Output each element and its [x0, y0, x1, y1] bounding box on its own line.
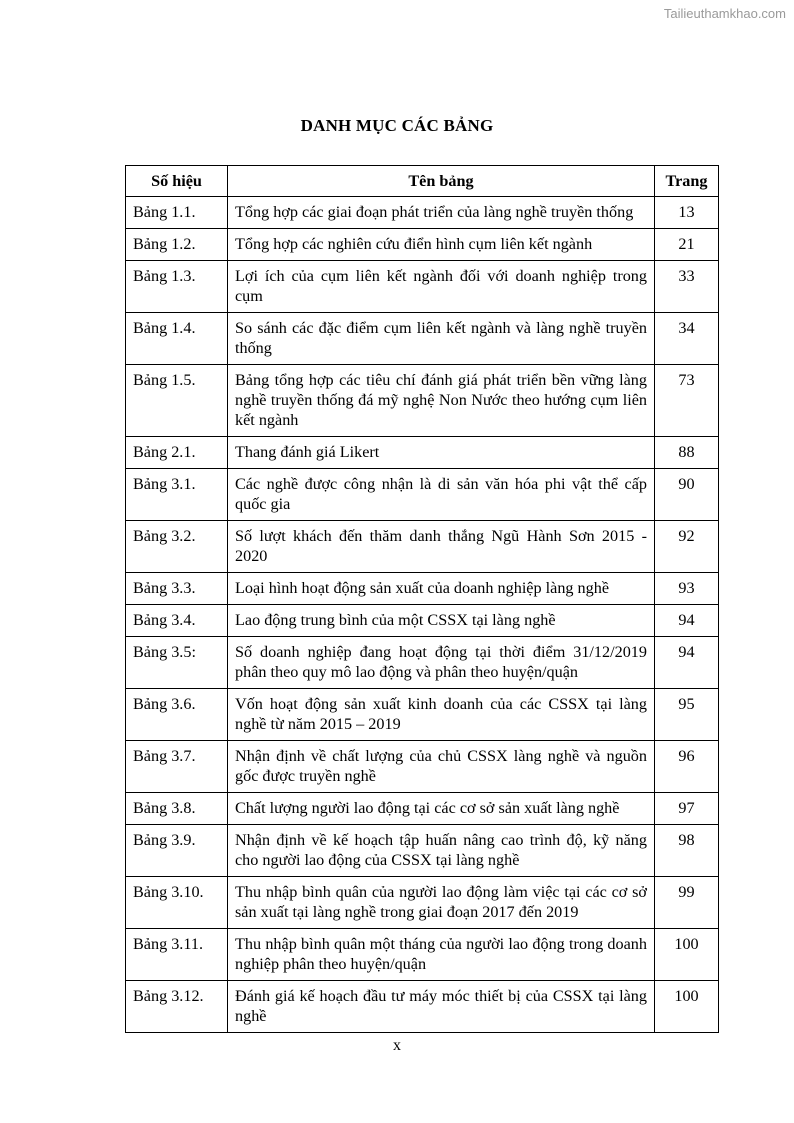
table-number-cell: Bảng 3.1. [126, 469, 228, 521]
page-number-cell: 99 [655, 877, 719, 929]
table-row [126, 689, 719, 741]
table-name-cell: Đánh giá kế hoạch đầu tư máy móc thiết bị của CSSX tại làng nghề [228, 981, 655, 1033]
table-number-cell: Bảng 3.11. [126, 929, 228, 981]
table-number-cell: Bảng 1.1. [126, 197, 228, 229]
table-name-cell: Lợi ích của cụm liên kết ngành đối với doanh nghiệp trong cụm [228, 261, 655, 313]
table-body [126, 197, 719, 1033]
table-header-row [126, 166, 719, 197]
watermark: Tailieuthamkhao.com [663, 6, 786, 21]
table-number-cell: Bảng 1.3. [126, 261, 228, 313]
list-of-tables [125, 165, 719, 1033]
table-row [126, 637, 719, 689]
table-row [126, 365, 719, 437]
table-name-cell: Nhận định về kế hoạch tập huấn nâng cao trình độ, kỹ năng cho người lao động của CSSX tại làng nghề [228, 825, 655, 877]
table-name-cell: Thang đánh giá Likert [228, 437, 655, 469]
table-row [126, 825, 719, 877]
page-number-cell: 93 [655, 573, 719, 605]
table-name-cell: Nhận định về chất lượng của chủ CSSX làng nghề và nguồn gốc được truyền nghề [228, 741, 655, 793]
page-number-cell: 88 [655, 437, 719, 469]
page-number-cell: 13 [655, 197, 719, 229]
table-row [126, 793, 719, 825]
table-number-cell: Bảng 3.3. [126, 573, 228, 605]
table-number-cell: Bảng 1.5. [126, 365, 228, 437]
table-number-cell: Bảng 1.4. [126, 313, 228, 365]
page-number-cell: 92 [655, 521, 719, 573]
page-number-cell: 100 [655, 981, 719, 1033]
table-number-cell: Bảng 3.5: [126, 637, 228, 689]
page-number-cell: 100 [655, 929, 719, 981]
table-number-cell: Bảng 3.6. [126, 689, 228, 741]
table-name-cell: Loại hình hoạt động sản xuất của doanh nghiệp làng nghề [228, 573, 655, 605]
table-name-cell: Số lượt khách đến thăm danh thắng Ngũ Hành Sơn 2015 - 2020 [228, 521, 655, 573]
table-number-cell: Bảng 3.8. [126, 793, 228, 825]
page-number-cell: 95 [655, 689, 719, 741]
table-row [126, 229, 719, 261]
table-row [126, 521, 719, 573]
header-table-number: Số hiệu [126, 166, 228, 197]
table-number-cell: Bảng 3.10. [126, 877, 228, 929]
page-number-cell: 98 [655, 825, 719, 877]
page-number-cell: 94 [655, 637, 719, 689]
table-name-cell: Bảng tổng hợp các tiêu chí đánh giá phát triển bền vững làng nghề truyền thống đá mỹ nghệ Non Nước theo hướng cụm liên kết ngành [228, 365, 655, 437]
table-row [126, 197, 719, 229]
table-row [126, 981, 719, 1033]
table-name-cell: Chất lượng người lao động tại các cơ sở sản xuất làng nghề [228, 793, 655, 825]
page-number-cell: 96 [655, 741, 719, 793]
page-number-cell: 94 [655, 605, 719, 637]
table-row [126, 605, 719, 637]
table-number-cell: Bảng 1.2. [126, 229, 228, 261]
page-number-cell: 33 [655, 261, 719, 313]
table-row [126, 469, 719, 521]
page-number-cell: 21 [655, 229, 719, 261]
table-name-cell: Thu nhập bình quân một tháng của người lao động trong doanh nghiệp phân theo huyện/quận [228, 929, 655, 981]
table-name-cell: So sánh các đặc điểm cụm liên kết ngành và làng nghề truyền thống [228, 313, 655, 365]
table-row [126, 741, 719, 793]
page-number: x [393, 1037, 401, 1054]
header-table-name: Tên bảng [228, 166, 655, 197]
table-name-cell: Tổng hợp các giai đoạn phát triển của làng nghề truyền thống [228, 197, 655, 229]
table-row [126, 261, 719, 313]
table-name-cell: Số doanh nghiệp đang hoạt động tại thời điểm 31/12/2019 phân theo quy mô lao động và phân theo huyện/quận [228, 637, 655, 689]
table-number-cell: Bảng 3.12. [126, 981, 228, 1033]
table-number-cell: Bảng 3.7. [126, 741, 228, 793]
table-name-cell: Tổng hợp các nghiên cứu điển hình cụm liên kết ngành [228, 229, 655, 261]
table-number-cell: Bảng 3.4. [126, 605, 228, 637]
table-number-cell: Bảng 2.1. [126, 437, 228, 469]
table-name-cell: Lao động trung bình của một CSSX tại làng nghề [228, 605, 655, 637]
table-number-cell: Bảng 3.9. [126, 825, 228, 877]
table-row [126, 877, 719, 929]
table-name-cell: Thu nhập bình quân của người lao động làm việc tại các cơ sở sản xuất tại làng nghề trong giai đoạn 2017 đến 2019 [228, 877, 655, 929]
page-number-cell: 34 [655, 313, 719, 365]
table-name-cell: Các nghề được công nhận là di sản văn hóa phi vật thể cấp quốc gia [228, 469, 655, 521]
page-number-cell: 97 [655, 793, 719, 825]
header-page: Trang [655, 166, 719, 197]
table-row [126, 929, 719, 981]
table-row [126, 313, 719, 365]
table-row [126, 573, 719, 605]
table-number-cell: Bảng 3.2. [126, 521, 228, 573]
table-name-cell: Vốn hoạt động sản xuất kinh doanh của các CSSX tại làng nghề từ năm 2015 – 2019 [228, 689, 655, 741]
page-number-cell: 73 [655, 365, 719, 437]
page-title: DANH MỤC CÁC BẢNG [300, 116, 494, 135]
table-row [126, 437, 719, 469]
page-number-cell: 90 [655, 469, 719, 521]
